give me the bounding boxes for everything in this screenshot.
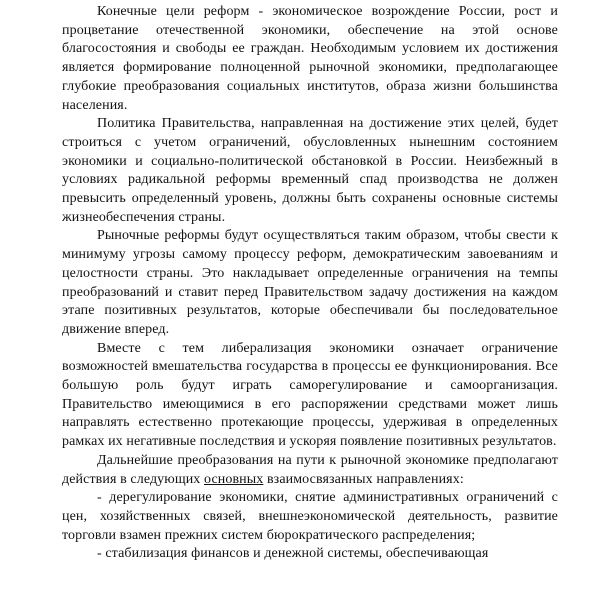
list-item-deregulation: - дерегулирование экономики, снятие административных ограничений с цен, хозяйственных связей, внешнеэкономической деятельность, развитие торговли взамен прежних систем бюрократического распределения;: [62, 490, 558, 543]
paragraph-further-transformations-end: взаимосвязанных направлениях:: [263, 471, 464, 487]
list-item-stabilization: - стабилизация финансов и денежной системы, обеспечивающая: [97, 546, 489, 562]
paragraph-further-transformations: [62, 452, 558, 489]
paragraph-further-transformations-start: Дальнейшие преобразования на пути к рыночной экономике предполагают действия в следующих: [62, 452, 558, 487]
document-text: [62, 3, 558, 564]
paragraph-liberalization: Вместе с тем либерализация экономики означает ограничение возможностей вмешательства государства в процессы ее функционирования. Все большую роль будут играть саморегулирование и самоорганизация. Правительство имеющимися в его распоряжении средствами может лишь направлять естественно протекающие процессы, удерживая в определенных рамках их негативные последствия и ускоряя появление позитивных результатов.: [62, 340, 558, 450]
paragraph-government-policy: Политика Правительства, направленная на достижение этих целей, будет строиться с учетом ограничений, обусловленных нынешним состоянием экономики и социально-политической обстановкой в России. Неизбежный в условиях радикальной реформы временный спад производства не должен превысить определенный уровень, должны быть сохранены основные системы жизнеобеспечения страны.: [62, 116, 558, 225]
paragraph-market-reforms: Рыночные реформы будут осуществляться таким образом, чтобы свести к минимуму угрозы самому процессу реформ, демократическим завоеваниям и целостности страны. Это накладывает определенные ограничения на темпы преобразований и ставит перед Правительством задачу достижения на каждом этапе позитивных результатов, которые обеспечивали бы последовательное движение вперед.: [62, 228, 558, 337]
underlined-word-main: основных: [204, 471, 264, 487]
paragraph-reform-goals: Конечные цели реформ - экономическое возрождение России, рост и процветание отечественной экономики, обеспечение на этой основе благосостояния и свободы ее граждан. Необходимым условием их достижения является формирование полноценной рыночной экономики, предполагающее глубокие преобразования социальных институтов, образа жизни большинства населения.: [62, 4, 558, 113]
